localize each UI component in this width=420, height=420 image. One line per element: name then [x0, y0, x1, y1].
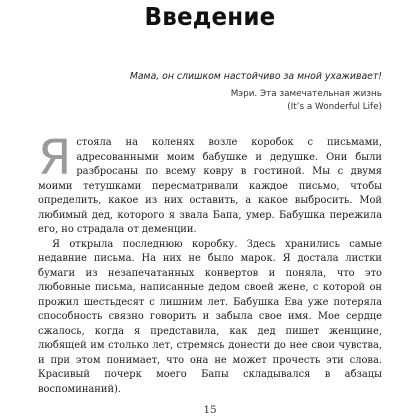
epigraph-source — [82, 88, 382, 114]
paragraph-2: Я открыла последнюю коробку. Здесь хранились самые недавние письма. На них не было марок. Я достала листки бумаги из незапечатанных конвертов и поняла, что это любовные письма, написанные дедом своей жене, с которой он прожил шестьдесят с лишним лет. Бабушка Ева уже потеряла способность связно говорить и забыла свое имя. Мое сердце сжалось, когда я представила, как дед пишет женщине, любящей им столько лет, стремясь донести до нее свои чувства, и при этом понимает, что она не может прочесть эти слова. Красивый почерк моего Бапы складывался в абзацы воспоминаний). — [38, 238, 382, 395]
epigraph-source-title: Мэри. Эта замечательная жизнь — [230, 89, 382, 99]
body-text — [38, 130, 382, 397]
epigraph-source-original: (It’s a Wonderful Life) — [287, 102, 382, 112]
paragraph-1-text: стояла на коленях возле коробок с письмами, адресованными моим бабушке и дедушке. Они были разбросаны по всему ковру в гостиной. Мы с двумя моими тетушками пересматривали каждое письмо, чтобы определить, какое из них оставить, а какое выбросить. Мой любимый дед, которого я звала Бапа, умер. Бабушка пережила его, но страдала от деменции. — [38, 137, 382, 235]
drop-cap: Я — [38, 130, 72, 186]
chapter-title: Введение — [144, 2, 276, 31]
epigraph — [82, 70, 382, 114]
page-number: 15 — [203, 404, 217, 416]
paragraph-1 — [38, 130, 382, 238]
epigraph-quote: Мама, он слишком настойчиво за мной ухаживает! — [129, 71, 382, 82]
